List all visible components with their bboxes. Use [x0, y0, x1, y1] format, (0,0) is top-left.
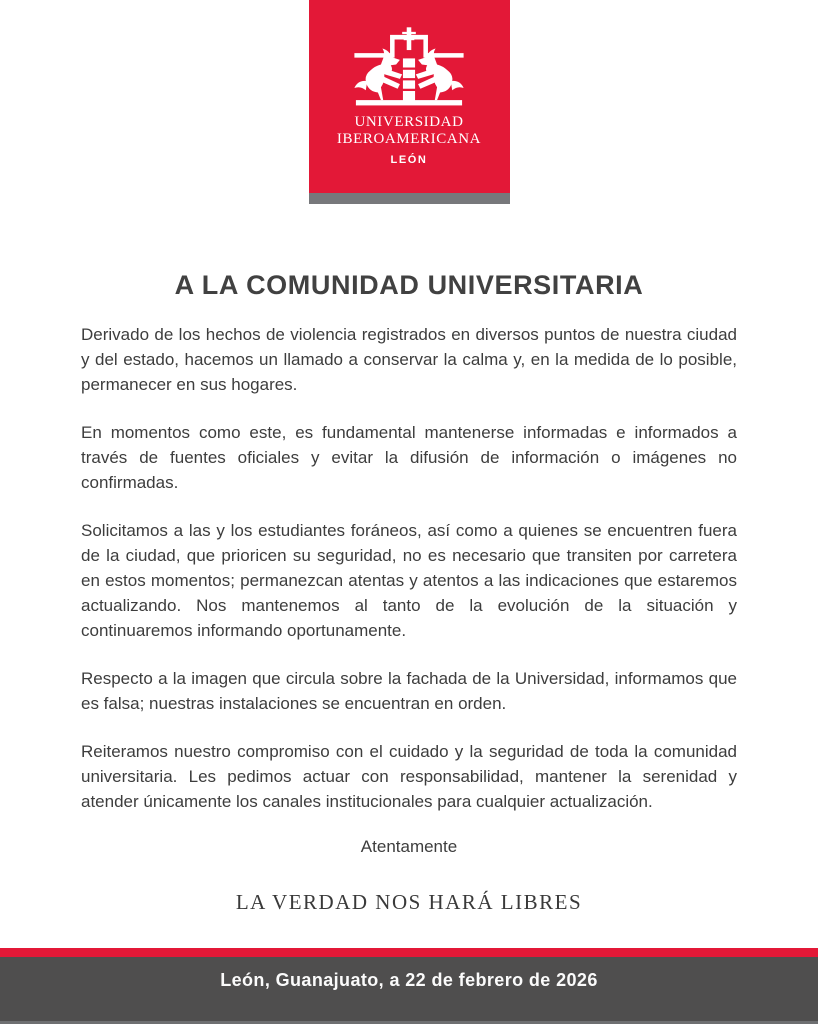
university-logo [0, 0, 818, 204]
logo-university-line2: IBEROAMERICANA [336, 131, 482, 147]
paragraph-5: Reiteramos nuestro compromiso con el cuidado y la seguridad de toda la comunidad universitaria. Les pedimos actuar con responsabilidad, mantener la serenidad y atender únicamente los canales institucionales para cualquier actualización. [81, 742, 737, 811]
logo-wordmark [337, 114, 481, 166]
footer-bar [0, 957, 818, 1024]
letter-body [81, 322, 737, 814]
dateline: León, Guanajuato, a 22 de febrero de 2026 [220, 970, 598, 990]
footer-red-stripe [0, 948, 818, 957]
paragraph-2: En momentos como este, es fundamental mantenerse informadas e informados a través de fuentes oficiales y evitar la difusión de información o imágenes no confirmadas. [81, 423, 737, 492]
university-crest-icon [333, 22, 485, 113]
university-motto: LA VERDAD NOS HARÁ LIBRES [235, 890, 583, 914]
logo-red-square [309, 0, 510, 193]
paragraph-3: Solicitamos a las y los estudiantes foráneos, así como a quienes se encuentren fuera de la ciudad, que prioricen su seguridad, no es necesario que transiten por carretera en estos momentos; permanezcan atentas y atentos a las indicaciones que estaremos actualizando. Nos mantenemos al tanto de la evolución de la situación y continuaremos informando oportunamente. [81, 521, 737, 640]
page-title: A LA COMUNIDAD UNIVERSITARIA [174, 270, 644, 300]
paragraph-1: Derivado de los hechos de violencia registrados en diversos puntos de nuestra ciudad y del estado, hacemos un llamado a conservar la calma y, en la medida de lo posible, permanecer en sus hogares. [81, 325, 737, 394]
logo-campus: LEÓN [390, 154, 428, 166]
logo-gray-strip [309, 193, 510, 204]
paragraph-4: Respecto a la imagen que circula sobre la fachada de la Universidad, informamos que es falsa; nuestras instalaciones se encuentran en orden. [81, 669, 737, 713]
logo-university-line1: UNIVERSIDAD [354, 114, 464, 130]
letter-content [0, 270, 818, 915]
closing-salutation: Atentamente [360, 837, 458, 856]
footer [0, 948, 818, 1024]
